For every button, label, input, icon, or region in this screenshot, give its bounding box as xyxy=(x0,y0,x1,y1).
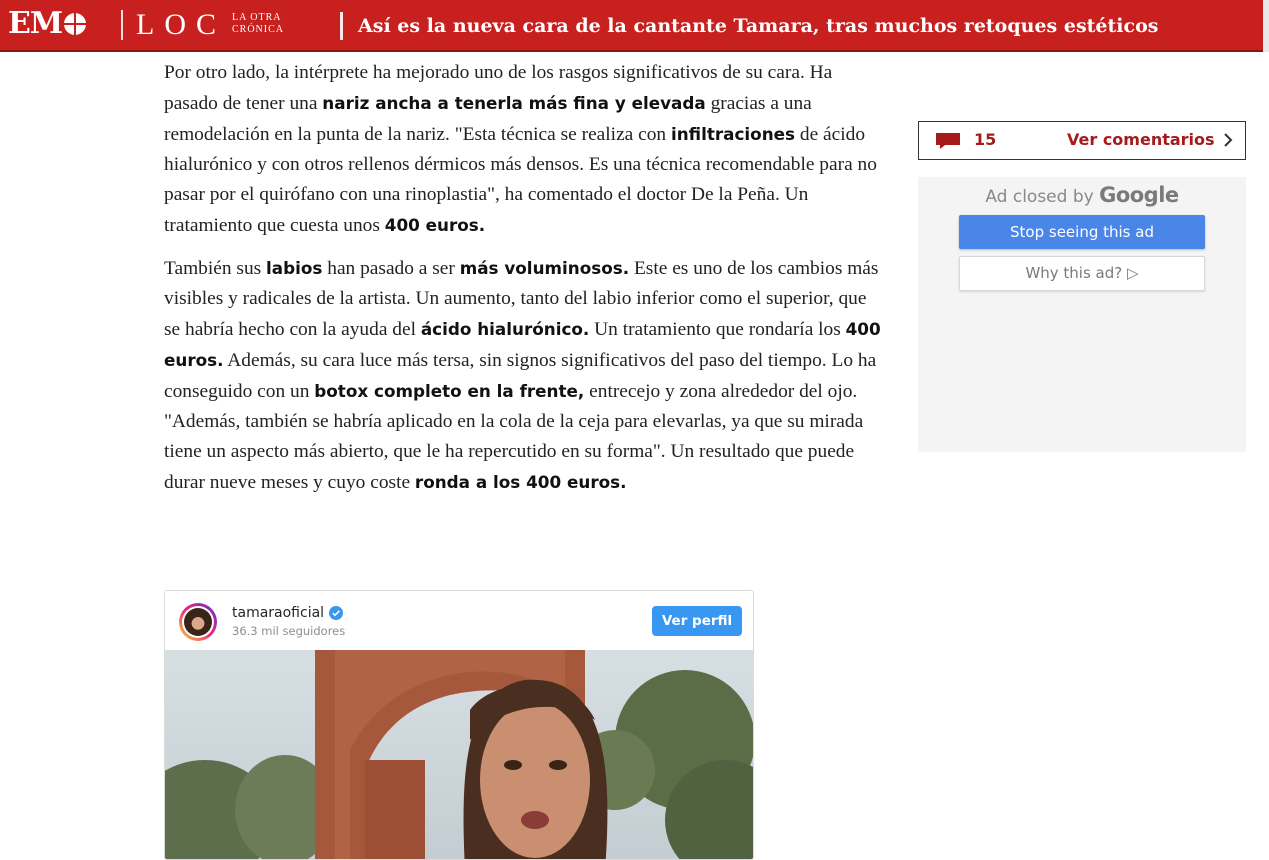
text-run: gracias a una remodelación en la punta de la nariz. "Esta técnica se realiza con xyxy=(164,93,812,145)
instagram-followers: 36.3 mil seguidores xyxy=(232,624,346,638)
instagram-embed xyxy=(164,590,754,860)
view-profile-button[interactable]: Ver perfil xyxy=(652,606,742,636)
text-run: Además, su cara luce más tersa, sin signos significativos del paso del tiempo. Lo ha conseguido con un xyxy=(164,350,877,402)
bold-text: 400 euros. xyxy=(384,215,486,235)
globe-icon xyxy=(64,13,86,35)
loc-logo[interactable]: LOC xyxy=(136,8,226,41)
avatar[interactable] xyxy=(179,603,217,641)
stop-seeing-ad-button[interactable]: Stop seeing this ad xyxy=(959,215,1205,249)
comments-link-label: Ver comentarios xyxy=(1067,130,1215,149)
text-run: de ácido hialurónico y con otros rellenos dérmicos más densos. Es una técnica recomendable para no pasar por el quirófano con una rinoplastia", ha comentado el doctor De la Peña. Un tratamiento que cuesta unos xyxy=(164,124,877,236)
ad-closed-notice xyxy=(918,183,1246,207)
text-run: Por otro lado, la intérprete ha mejorado uno de los rasgos significativos de su cara. Ha pasado de tener una xyxy=(164,62,833,114)
chevron-right-icon xyxy=(1223,132,1233,148)
instagram-post-image[interactable] xyxy=(165,650,754,860)
why-this-ad-button[interactable]: Why this ad? ▷ xyxy=(959,256,1205,291)
bold-text: botox completo en la frente, xyxy=(314,381,585,401)
article-body xyxy=(164,58,886,510)
text-run: han pasado a ser xyxy=(322,258,460,279)
loc-subtitle-line1: LA OTRA xyxy=(232,12,282,23)
text-run: Un tratamiento que rondaría los xyxy=(589,319,846,340)
site-header xyxy=(0,0,1269,52)
bold-text: más voluminosos. xyxy=(459,258,630,278)
loc-subtitle-line2: CRÓNICA xyxy=(232,24,285,35)
scrollbar-track[interactable] xyxy=(1263,0,1269,52)
bold-text: ronda a los 400 euros. xyxy=(414,472,627,492)
text-run: También sus xyxy=(164,258,267,279)
post-photo-illustration xyxy=(165,650,754,860)
ad-closed-text: Ad closed by xyxy=(985,187,1094,207)
google-logo: Google xyxy=(1099,183,1179,207)
article-paragraph xyxy=(164,58,886,241)
instagram-username[interactable]: tamaraoficial xyxy=(232,605,325,621)
bold-text: ácido hialurónico. xyxy=(420,319,590,339)
bold-text: nariz ancha a tenerla más fina y elevada xyxy=(322,93,706,113)
page-headline[interactable]: Así es la nueva cara de la cantante Tamara, tras muchos retoques estéticos xyxy=(358,15,1159,37)
comment-count: 15 xyxy=(974,130,997,149)
el-mundo-logo[interactable] xyxy=(8,6,86,42)
avatar-photo xyxy=(184,608,212,636)
ad-slot xyxy=(918,177,1246,452)
bold-text: labios xyxy=(266,258,323,278)
logo-em-text: EM xyxy=(8,6,63,41)
bold-text: 400 euros. xyxy=(164,319,881,370)
loc-subtitle xyxy=(232,12,284,36)
verified-badge-icon xyxy=(329,606,343,620)
headline-divider xyxy=(340,12,343,40)
text-run: Este es uno de los cambios más visibles y radicales de la artista. Un aumento, tanto del labio inferior como el superior, que se habría hecho con la ayuda del xyxy=(164,258,879,340)
text-run: entrecejo y zona alrededor del ojo. "Además, también se habría aplicado en la cola de la ceja para elevarlas, ya que su mirada tiene un aspecto más abierto, que le ha repercutido en su forma". Un resultado que puede durar nueve meses y cuyo coste xyxy=(164,381,864,493)
comments-button[interactable] xyxy=(918,121,1246,160)
header-divider xyxy=(121,10,123,40)
article-paragraph xyxy=(164,253,886,498)
speech-bubble-icon xyxy=(935,132,961,150)
bold-text: infiltraciones xyxy=(670,124,796,144)
